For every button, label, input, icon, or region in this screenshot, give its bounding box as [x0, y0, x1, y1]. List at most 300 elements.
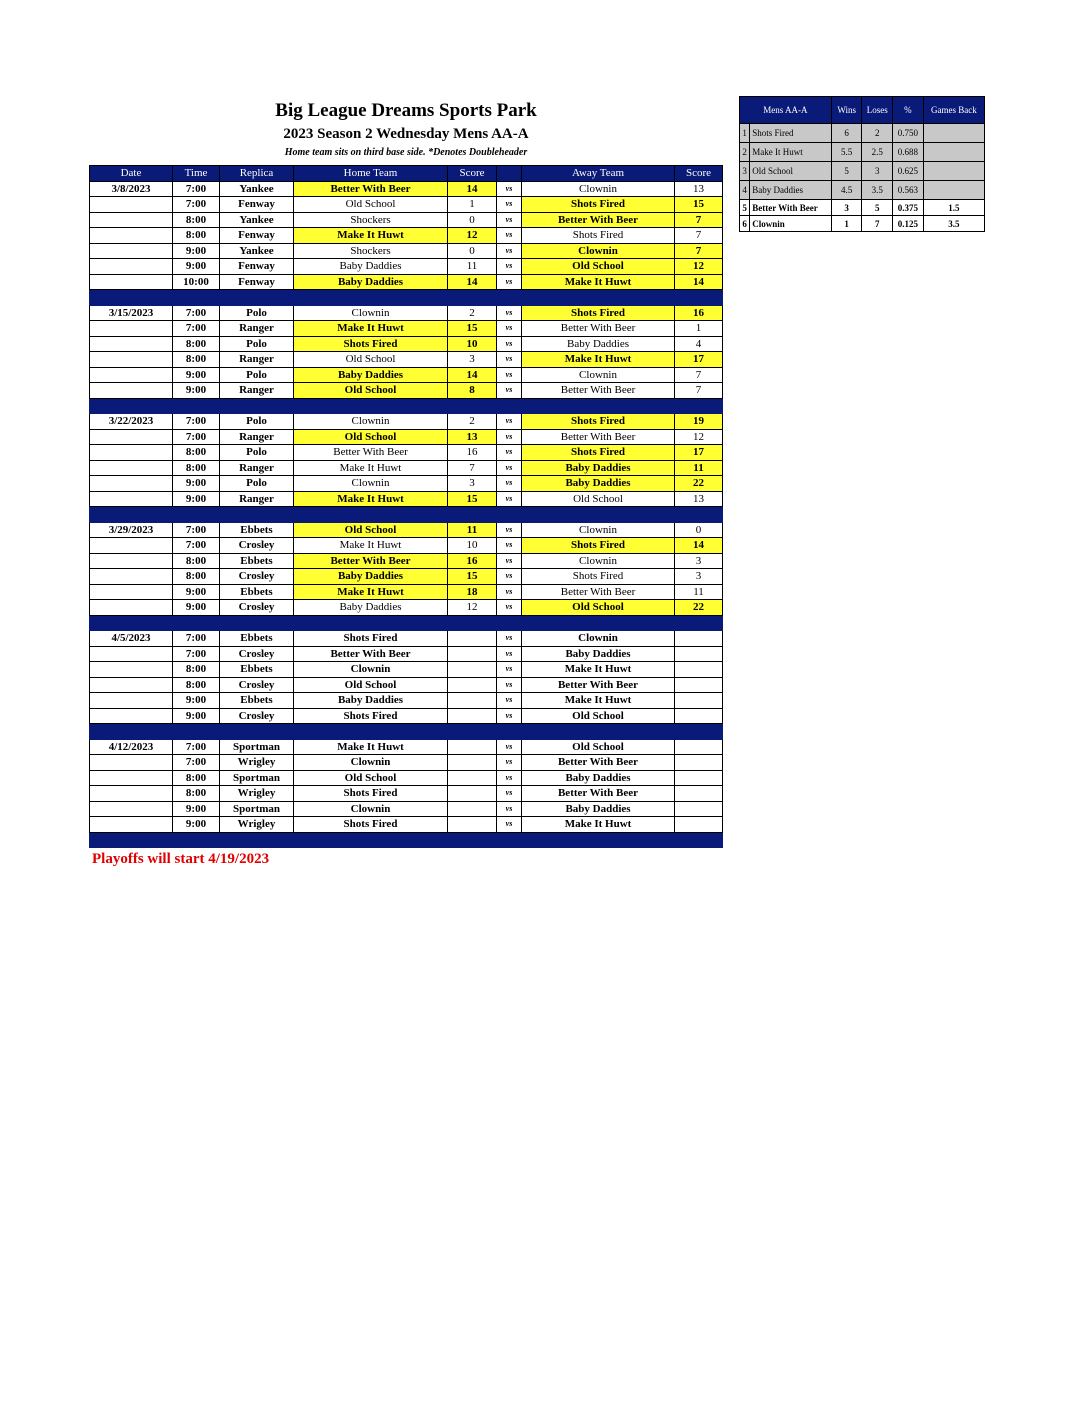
vs-label: vs	[497, 522, 522, 538]
away-score: 17	[675, 352, 723, 368]
vs-label: vs	[497, 383, 522, 399]
game-date	[90, 321, 173, 337]
home-team: Old School	[294, 677, 448, 693]
game-field: Sportman	[220, 770, 294, 786]
game-date: 4/12/2023	[90, 739, 173, 755]
separator-cell	[90, 832, 173, 848]
standings-loses: 5	[862, 200, 893, 216]
away-score	[675, 677, 723, 693]
away-team: Baby Daddies	[522, 801, 675, 817]
home-score	[448, 817, 497, 833]
home-score: 2	[448, 414, 497, 430]
column-header-away-team: Away Team	[522, 166, 675, 182]
separator-cell	[448, 398, 497, 414]
separator-cell	[220, 290, 294, 306]
separator-cell	[675, 724, 723, 740]
game-row	[90, 522, 723, 538]
home-team: Baby Daddies	[294, 259, 448, 275]
separator-cell	[294, 615, 448, 631]
game-row	[90, 739, 723, 755]
standings-rank: 6	[740, 216, 750, 232]
vs-label: vs	[497, 677, 522, 693]
game-date	[90, 429, 173, 445]
vs-label: vs	[497, 212, 522, 228]
home-team: Shots Fired	[294, 786, 448, 802]
away-team: Baby Daddies	[522, 476, 675, 492]
game-date	[90, 662, 173, 678]
game-time: 8:00	[173, 553, 220, 569]
standings-row	[740, 162, 985, 181]
home-team: Baby Daddies	[294, 693, 448, 709]
game-field: Polo	[220, 367, 294, 383]
week-separator	[90, 290, 723, 306]
game-time: 8:00	[173, 212, 220, 228]
separator-cell	[220, 615, 294, 631]
game-row	[90, 228, 723, 244]
game-date: 3/8/2023	[90, 181, 173, 197]
vs-label: vs	[497, 445, 522, 461]
standings-row	[740, 216, 985, 232]
away-score: 7	[675, 243, 723, 259]
home-team: Clownin	[294, 476, 448, 492]
separator-cell	[173, 398, 220, 414]
separator-cell	[90, 398, 173, 414]
away-score	[675, 646, 723, 662]
away-team: Shots Fired	[522, 305, 675, 321]
home-score	[448, 693, 497, 709]
game-row	[90, 708, 723, 724]
vs-label: vs	[497, 770, 522, 786]
separator-cell	[90, 290, 173, 306]
game-time: 8:00	[173, 786, 220, 802]
separator-cell	[497, 832, 522, 848]
vs-label: vs	[497, 429, 522, 445]
home-team: Better With Beer	[294, 646, 448, 662]
game-row	[90, 584, 723, 600]
separator-cell	[675, 507, 723, 523]
separator-cell	[294, 507, 448, 523]
vs-label: vs	[497, 181, 522, 197]
away-team: Old School	[522, 708, 675, 724]
game-date	[90, 383, 173, 399]
away-team: Clownin	[522, 367, 675, 383]
game-time: 9:00	[173, 600, 220, 616]
home-team: Shockers	[294, 212, 448, 228]
away-team: Better With Beer	[522, 212, 675, 228]
separator-cell	[173, 507, 220, 523]
home-score: 15	[448, 491, 497, 507]
home-team: Better With Beer	[294, 445, 448, 461]
game-row	[90, 786, 723, 802]
home-team: Old School	[294, 429, 448, 445]
column-header-home-team: Home Team	[294, 166, 448, 182]
away-score: 7	[675, 212, 723, 228]
game-row	[90, 383, 723, 399]
home-team: Make It Huwt	[294, 491, 448, 507]
away-team: Better With Beer	[522, 786, 675, 802]
game-time: 8:00	[173, 662, 220, 678]
game-date	[90, 212, 173, 228]
home-team: Clownin	[294, 305, 448, 321]
game-field: Ebbets	[220, 584, 294, 600]
game-field: Crosley	[220, 569, 294, 585]
home-score: 8	[448, 383, 497, 399]
header-note: Home team sits on third base side. *Denotes Doubleheader	[284, 147, 528, 158]
home-team: Shots Fired	[294, 631, 448, 647]
away-team: Clownin	[522, 243, 675, 259]
game-date	[90, 367, 173, 383]
week-separator	[90, 724, 723, 740]
game-row	[90, 336, 723, 352]
away-score: 22	[675, 476, 723, 492]
game-date	[90, 476, 173, 492]
away-team: Better With Beer	[522, 584, 675, 600]
game-row	[90, 259, 723, 275]
vs-label: vs	[497, 414, 522, 430]
vs-label: vs	[497, 600, 522, 616]
vs-label: vs	[497, 801, 522, 817]
game-date	[90, 677, 173, 693]
schedule-body	[90, 181, 723, 848]
away-score: 14	[675, 538, 723, 554]
away-team: Baby Daddies	[522, 646, 675, 662]
game-row	[90, 770, 723, 786]
home-score: 16	[448, 553, 497, 569]
separator-cell	[173, 832, 220, 848]
vs-label: vs	[497, 367, 522, 383]
week-separator	[90, 615, 723, 631]
game-row	[90, 817, 723, 833]
game-row	[90, 662, 723, 678]
away-score: 12	[675, 429, 723, 445]
game-time: 9:00	[173, 584, 220, 600]
game-time: 7:00	[173, 429, 220, 445]
standings-header-pct: %	[893, 97, 924, 124]
game-field: Ranger	[220, 491, 294, 507]
game-time: 7:00	[173, 181, 220, 197]
standings-games-back	[923, 124, 984, 143]
game-time: 9:00	[173, 243, 220, 259]
away-score: 0	[675, 522, 723, 538]
game-time: 7:00	[173, 321, 220, 337]
away-team: Old School	[522, 739, 675, 755]
standings-rank: 4	[740, 181, 750, 200]
standings-team: Baby Daddies	[750, 181, 832, 200]
away-team: Make It Huwt	[522, 817, 675, 833]
away-score	[675, 631, 723, 647]
game-date	[90, 708, 173, 724]
away-team: Make It Huwt	[522, 352, 675, 368]
away-score: 13	[675, 491, 723, 507]
game-date: 3/29/2023	[90, 522, 173, 538]
home-team: Baby Daddies	[294, 274, 448, 290]
game-date	[90, 352, 173, 368]
away-team: Make It Huwt	[522, 662, 675, 678]
away-score: 7	[675, 228, 723, 244]
home-score: 7	[448, 460, 497, 476]
away-score: 16	[675, 305, 723, 321]
standings-loses: 3.5	[862, 181, 893, 200]
game-row	[90, 212, 723, 228]
separator-cell	[90, 615, 173, 631]
game-field: Fenway	[220, 197, 294, 213]
vs-label: vs	[497, 321, 522, 337]
game-row	[90, 677, 723, 693]
separator-cell	[294, 832, 448, 848]
home-score	[448, 801, 497, 817]
away-team: Better With Beer	[522, 383, 675, 399]
game-row	[90, 414, 723, 430]
schedule-header-row	[90, 166, 723, 182]
game-date	[90, 445, 173, 461]
game-date	[90, 553, 173, 569]
home-score: 14	[448, 367, 497, 383]
standings-row	[740, 143, 985, 162]
standings-row	[740, 200, 985, 216]
home-team: Baby Daddies	[294, 600, 448, 616]
playoffs-notice: Playoffs will start 4/19/2023	[92, 851, 270, 867]
away-score: 19	[675, 414, 723, 430]
standings-row	[740, 181, 985, 200]
home-team: Clownin	[294, 662, 448, 678]
standings-team: Old School	[750, 162, 832, 181]
standings-rank: 2	[740, 143, 750, 162]
vs-label: vs	[497, 336, 522, 352]
game-date	[90, 786, 173, 802]
game-time: 7:00	[173, 197, 220, 213]
game-field: Crosley	[220, 600, 294, 616]
game-date: 4/5/2023	[90, 631, 173, 647]
home-score	[448, 646, 497, 662]
game-date	[90, 770, 173, 786]
game-date	[90, 755, 173, 771]
game-field: Ranger	[220, 429, 294, 445]
game-field: Polo	[220, 445, 294, 461]
game-field: Yankee	[220, 212, 294, 228]
standings-pct: 0.688	[893, 143, 924, 162]
separator-cell	[497, 507, 522, 523]
home-team: Make It Huwt	[294, 538, 448, 554]
home-team: Old School	[294, 383, 448, 399]
away-score: 3	[675, 569, 723, 585]
standings-pct: 0.125	[893, 216, 924, 232]
away-team: Shots Fired	[522, 538, 675, 554]
game-field: Polo	[220, 414, 294, 430]
home-score: 11	[448, 259, 497, 275]
game-field: Crosley	[220, 677, 294, 693]
game-time: 9:00	[173, 491, 220, 507]
away-team: Clownin	[522, 522, 675, 538]
away-score: 7	[675, 367, 723, 383]
away-team: Shots Fired	[522, 569, 675, 585]
game-date	[90, 243, 173, 259]
separator-cell	[675, 398, 723, 414]
separator-cell	[497, 724, 522, 740]
week-separator	[90, 832, 723, 848]
away-score: 12	[675, 259, 723, 275]
game-date	[90, 817, 173, 833]
home-score	[448, 739, 497, 755]
separator-cell	[294, 398, 448, 414]
game-row	[90, 538, 723, 554]
home-team: Make It Huwt	[294, 228, 448, 244]
game-field: Wrigley	[220, 786, 294, 802]
home-team: Old School	[294, 197, 448, 213]
game-field: Yankee	[220, 243, 294, 259]
game-date	[90, 538, 173, 554]
game-field: Yankee	[220, 181, 294, 197]
game-time: 7:00	[173, 646, 220, 662]
home-score: 15	[448, 321, 497, 337]
away-score: 15	[675, 197, 723, 213]
away-score: 11	[675, 460, 723, 476]
game-field: Ranger	[220, 460, 294, 476]
home-score	[448, 786, 497, 802]
game-field: Wrigley	[220, 755, 294, 771]
away-team: Clownin	[522, 553, 675, 569]
game-field: Ebbets	[220, 522, 294, 538]
away-score: 22	[675, 600, 723, 616]
standings-pct: 0.563	[893, 181, 924, 200]
game-row	[90, 755, 723, 771]
home-team: Make It Huwt	[294, 321, 448, 337]
home-score	[448, 662, 497, 678]
standings-wins: 4.5	[831, 181, 862, 200]
away-team: Baby Daddies	[522, 460, 675, 476]
vs-label: vs	[497, 538, 522, 554]
home-score: 10	[448, 336, 497, 352]
page-title: Big League Dreams Sports Park	[275, 100, 537, 121]
vs-label: vs	[497, 259, 522, 275]
standings-games-back: 3.5	[923, 216, 984, 232]
vs-label: vs	[497, 476, 522, 492]
standings-loses: 7	[862, 216, 893, 232]
away-score	[675, 708, 723, 724]
away-score: 3	[675, 553, 723, 569]
game-date	[90, 646, 173, 662]
game-field: Crosley	[220, 538, 294, 554]
home-team: Make It Huwt	[294, 584, 448, 600]
home-score	[448, 677, 497, 693]
game-row	[90, 243, 723, 259]
separator-cell	[173, 290, 220, 306]
separator-cell	[497, 615, 522, 631]
game-field: Ebbets	[220, 631, 294, 647]
home-score: 2	[448, 305, 497, 321]
standings-loses: 3	[862, 162, 893, 181]
home-team: Better With Beer	[294, 181, 448, 197]
game-date	[90, 259, 173, 275]
standings-header-loses: Loses	[862, 97, 893, 124]
vs-label: vs	[497, 569, 522, 585]
game-field: Ranger	[220, 321, 294, 337]
game-row	[90, 445, 723, 461]
away-team: Old School	[522, 491, 675, 507]
separator-cell	[522, 290, 675, 306]
home-score	[448, 770, 497, 786]
game-time: 8:00	[173, 445, 220, 461]
standings-pct: 0.375	[893, 200, 924, 216]
game-field: Crosley	[220, 646, 294, 662]
vs-label: vs	[497, 305, 522, 321]
standings-header-division: Mens AA-A	[740, 97, 832, 124]
separator-cell	[522, 832, 675, 848]
standings-rank: 3	[740, 162, 750, 181]
game-time: 7:00	[173, 755, 220, 771]
game-time: 7:00	[173, 538, 220, 554]
standings-wins: 3	[831, 200, 862, 216]
separator-cell	[448, 615, 497, 631]
standings-games-back	[923, 181, 984, 200]
game-field: Polo	[220, 476, 294, 492]
home-score: 3	[448, 476, 497, 492]
away-team: Make It Huwt	[522, 693, 675, 709]
vs-label: vs	[497, 197, 522, 213]
away-team: Better With Beer	[522, 429, 675, 445]
game-time: 8:00	[173, 770, 220, 786]
schedule-table	[89, 165, 723, 848]
separator-cell	[220, 507, 294, 523]
home-team: Shots Fired	[294, 817, 448, 833]
home-score	[448, 631, 497, 647]
away-team: Shots Fired	[522, 414, 675, 430]
separator-cell	[522, 507, 675, 523]
separator-cell	[522, 615, 675, 631]
away-score: 13	[675, 181, 723, 197]
home-team: Shots Fired	[294, 708, 448, 724]
away-team: Old School	[522, 600, 675, 616]
away-team: Clownin	[522, 631, 675, 647]
game-row	[90, 491, 723, 507]
vs-label: vs	[497, 228, 522, 244]
game-date	[90, 584, 173, 600]
game-date	[90, 460, 173, 476]
game-time: 9:00	[173, 259, 220, 275]
game-time: 7:00	[173, 631, 220, 647]
game-time: 9:00	[173, 801, 220, 817]
away-score	[675, 662, 723, 678]
column-header-time: Time	[173, 166, 220, 182]
vs-label: vs	[497, 491, 522, 507]
separator-cell	[448, 507, 497, 523]
separator-cell	[448, 724, 497, 740]
game-row	[90, 631, 723, 647]
home-score: 14	[448, 181, 497, 197]
away-score	[675, 755, 723, 771]
game-row	[90, 305, 723, 321]
away-team: Clownin	[522, 181, 675, 197]
game-time: 8:00	[173, 352, 220, 368]
standings-body	[740, 124, 985, 232]
week-separator	[90, 398, 723, 414]
game-date: 3/22/2023	[90, 414, 173, 430]
home-team: Shockers	[294, 243, 448, 259]
separator-cell	[294, 724, 448, 740]
column-header-replica: Replica	[220, 166, 294, 182]
separator-cell	[448, 290, 497, 306]
home-score: 11	[448, 522, 497, 538]
away-team: Shots Fired	[522, 228, 675, 244]
separator-cell	[220, 724, 294, 740]
vs-label: vs	[497, 693, 522, 709]
away-score: 4	[675, 336, 723, 352]
vs-label: vs	[497, 755, 522, 771]
standings-header-games-back: Games Back	[923, 97, 984, 124]
away-team: Better With Beer	[522, 677, 675, 693]
home-score: 14	[448, 274, 497, 290]
game-row	[90, 553, 723, 569]
separator-cell	[90, 507, 173, 523]
